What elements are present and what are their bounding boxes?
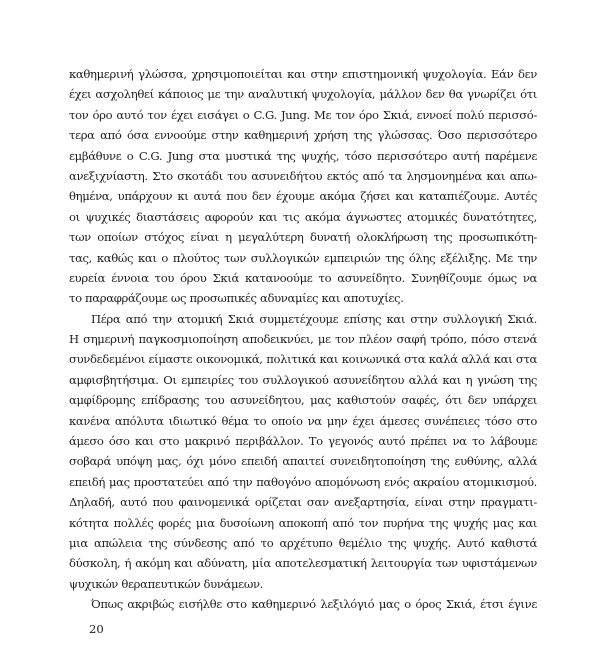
text-line: αμφισβητήσιμα. Οι εμπειρίες του συλλογικού ασυνείδητου αλλά και η γνώση της — [69, 372, 537, 387]
text-line: Η σημερινή παγκοσμιοποίηση αποδεικνύει, με τον πλέον σαφή τρόπο, πόσο στενά — [69, 332, 537, 347]
text-line: τας, καθώς και ο πλούτος των συλλογικών εμπειριών της όλης εξέλιξης. Με την — [69, 250, 537, 265]
text-line: τον όρο αυτό τον έχει εισάγει ο C.G. Jung. Με τον όρο Σκιά, εννοεί πολύ περισσό- — [69, 107, 537, 122]
text-line: σοβαρά υπόψη μας, όχι μόνο επειδή απαιτεί συνειδητοποίηση της ευθύνης, αλλά — [69, 454, 537, 469]
text-line: Δηλαδή, αυτό που φαινομενικά ορίζεται σαν ανεξαρτησία, είναι στην πραγματι- — [69, 495, 537, 510]
text-line: εμβάθυνε ο C.G. Jung στα μυστικά της ψυχής, τόσο περισσότερο αυτή παρέμενε — [69, 148, 537, 163]
text-line: κανένα απόλυτα ιδιωτικό θέμα το οποίο να μην έχει άμεσες συνέπειες τόσο στο — [69, 413, 537, 428]
text-line: έχει ασχοληθεί κάποιος με την αναλυτική ψυχολογία, μάλλον δεν θα γνωρίζει ότι — [69, 87, 537, 102]
body-text — [69, 64, 537, 615]
text-line: τερα από όσα εννοούμε στην καθημερινή χρήση της γλώσσας. Όσο περισσότερο — [69, 128, 537, 143]
page-number: 20 — [89, 622, 104, 636]
text-line: το παραφράζουμε ως προσωπικές αδυναμίες και αποτυχίες. — [69, 291, 404, 306]
text-line: των οποίων στόχος είναι η μεγαλύτερη δυνατή ολοκλήρωση της προσωπικότη- — [69, 230, 537, 245]
paragraph — [69, 309, 537, 594]
text-line: επειδή μας προστατεύει από την παθογόνο απομόνωση ενός ακραίου ατομικισμού. — [69, 474, 537, 489]
text-line: ψυχικών θεραπευτικών δυνάμεων. — [69, 576, 263, 591]
text-line: κότητα πολλές φορές μια δυσοίωνη αποκοπή από τον πυρήνα της ψυχής μας και — [69, 515, 537, 530]
text-line: μια απώλεια της σύνδεσης από το αρχέτυπο θεμέλιο της ψυχής. Αυτό καθιστά — [69, 535, 537, 550]
text-line: Όπως ακριβώς εισήλθε στο καθημερινό λεξιλόγιό μας ο όρος Σκιά, έτσι έγινε — [91, 597, 537, 612]
text-line: ευρεία έννοια του όρου Σκιά κατανοούμε το ασυνείδητο. Συνηθίζουμε όμως να — [69, 270, 537, 285]
text-line: δύσκολη, ή ακόμη και αδύνατη, μία αποτελεσματική λειτουργία των υφιστάμενων — [69, 556, 537, 571]
text-line: καθημερινή γλώσσα, χρησιμοποιείται και στην επιστημονική ψυχολογία. Εάν δεν — [69, 67, 537, 81]
text-line: Πέρα από την ατομική Σκιά συμμετέχουμε επίσης και στην συλλογική Σκιά. — [91, 311, 537, 326]
text-line: οι ψυχικές διαστάσεις αφορούν και τις ακόμα άγνωστες ατομικές δυνατότητες, — [69, 209, 537, 224]
text-line: αμφίδρομης επίδρασης του ασυνείδητου, μας καθιστούν σαφές, ότι δεν υπάρχει — [69, 393, 537, 408]
paragraph — [69, 594, 537, 614]
text-line: άμεσο όσο και στο μακρινό περιβάλλον. Το γεγονός αυτό πρέπει να το λάβουμε — [69, 434, 537, 449]
text-line: συνδεδεμένοι είμαστε οικονομικά, πολιτικά και κοινωνικά στα καλά αλλά και στα — [69, 352, 537, 367]
text-line: ανεξιχνίαστη. Στο σκοτάδι του ασυνειδήτου εκτός από τα λησμονημένα και απω- — [69, 168, 537, 183]
paragraph — [69, 64, 537, 309]
text-line: θημένα, υπάρχουν κι αυτά που δεν έχουμε ακόμα ζήσει και καταπιέζουμε. Αυτές — [69, 189, 537, 204]
